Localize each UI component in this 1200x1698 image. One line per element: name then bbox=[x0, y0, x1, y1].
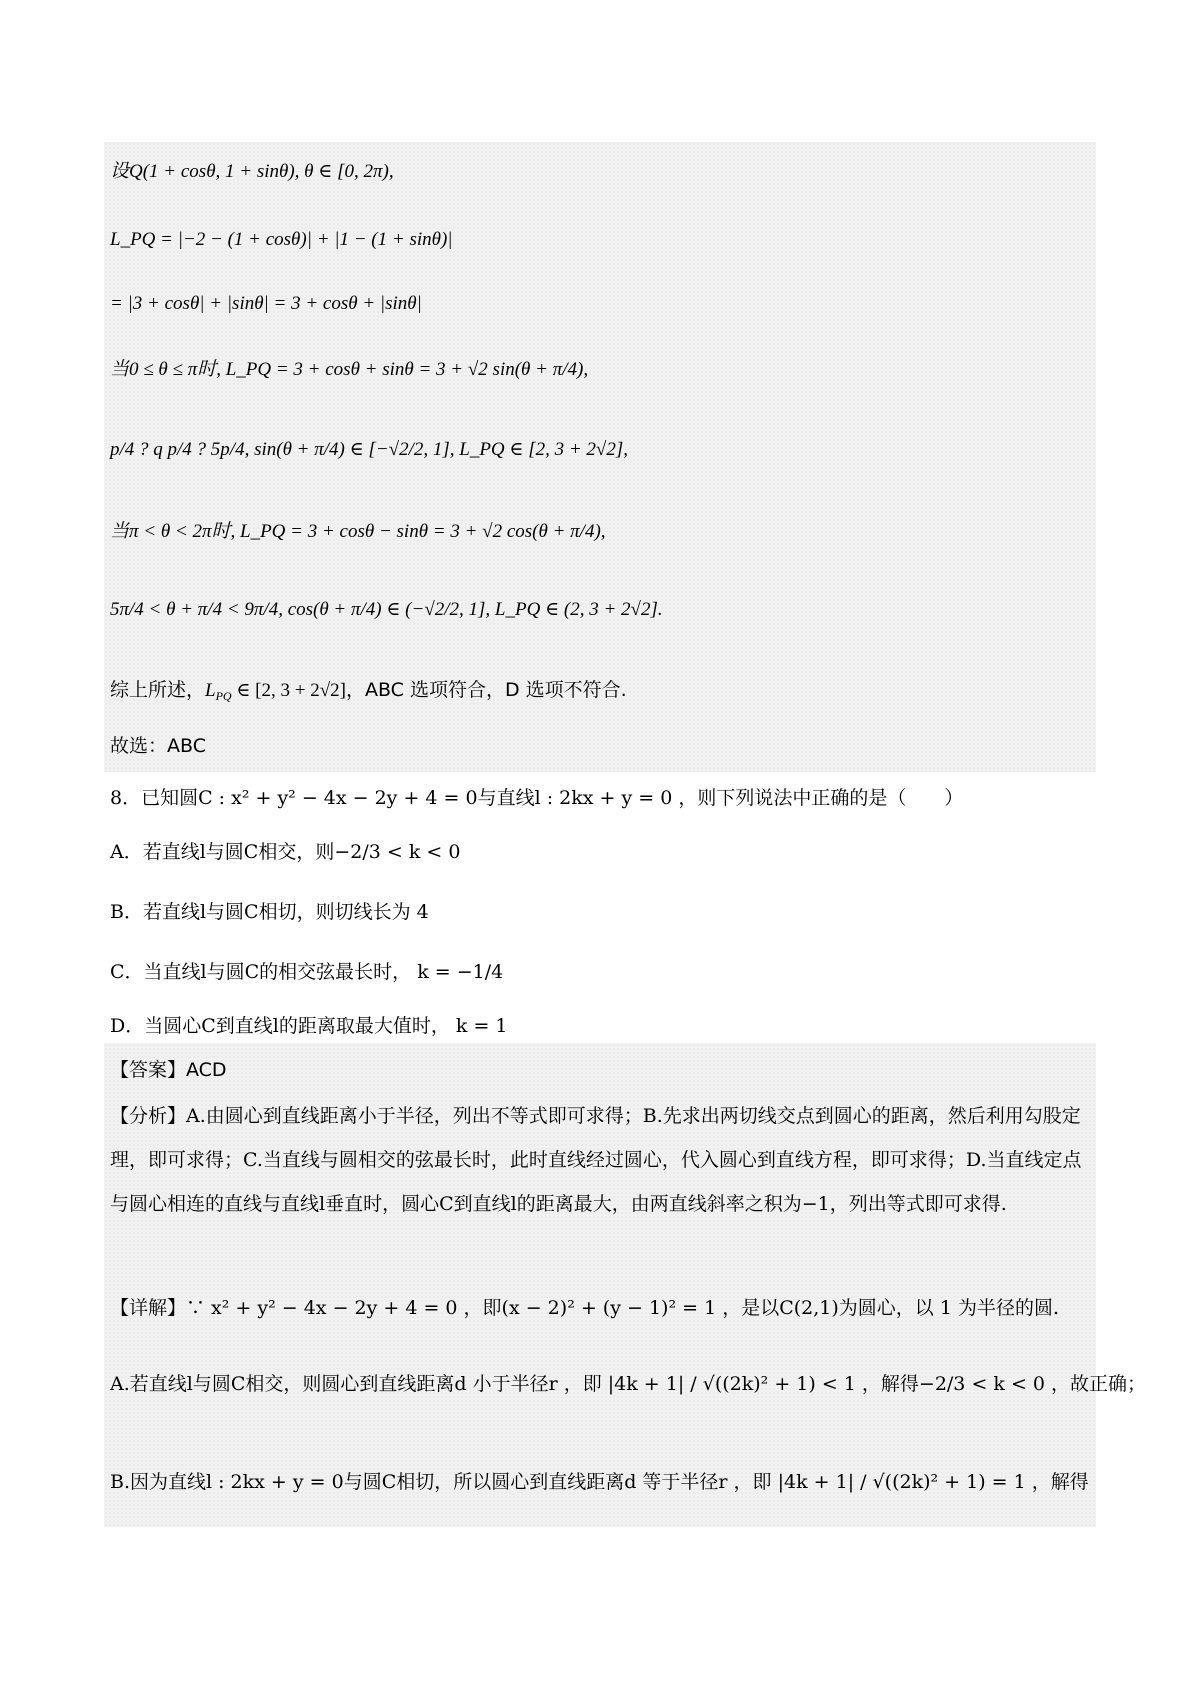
question-stem: 8．已知圆C : x² + y² − 4x − 2y + 4 = 0与直线l : 2kx + y = 0 ，则下列说法中正确的是（ ） bbox=[110, 787, 964, 809]
solution-line-7: 5π/4 < θ + π/4 < 9π/4, cos(θ + π/4) ∈ (−√2/2, 1], L_PQ ∈ (2, 3 + 2√2]. bbox=[110, 599, 663, 620]
solution-choice: 故选：ABC bbox=[110, 735, 206, 757]
solution-line-2: L_PQ = |−2 − (1 + cosθ)| + |1 − (1 + sinθ)| bbox=[110, 229, 453, 250]
solution-line-5: p/4 ? q p/4 ? 5p/4, sin(θ + π/4) ∈ [−√2/2, 1], L_PQ ∈ [2, 3 + 2√2], bbox=[110, 439, 628, 460]
solution-line-4: 当0 ≤ θ ≤ π时, L_PQ = 3 + cosθ + sinθ = 3 + √2 sin(θ + π/4), bbox=[110, 359, 589, 380]
answer-detail-b: B.因为直线l : 2kx + y = 0与圆C相切，所以圆心到直线距离d 等于半径r ，即 |4k + 1| / √((2k)² + 1) = 1 ，解得 bbox=[110, 1471, 1089, 1493]
answer-analysis: 【分析】A.由圆心到直线距离小于半径，列出不等式即可求得；B.先求出两切线交点到圆心的距离，然后利用勾股定理，即可求得；C.当直线与圆相交的弦最长时，此时直线经过圆心，代入圆心到直线方程，即可求得；D.当直线定点与圆心相连的直线与直线l垂直时，圆心C到直线l的距离最大，由两直线斜率之积为−1，列出等式即可求得. bbox=[110, 1105, 1082, 1215]
summary-formula: $L_{PQ}$ ∈ [2, 3 + 2√2] bbox=[205, 680, 346, 703]
answer-line: 【答案】ACD bbox=[110, 1059, 227, 1081]
solution-line-6: 当π < θ < 2π时, L_PQ = 3 + cosθ − sinθ = 3 + √2 cos(θ + π/4), bbox=[110, 521, 606, 542]
summary-suffix: ，ABC 选项符合，D 选项不符合. bbox=[345, 679, 627, 701]
solution-line-1: 设Q(1 + cosθ, 1 + sinθ), θ ∈ [0, 2π), bbox=[110, 161, 394, 182]
solution-line-3: = |3 + cosθ| + |sinθ| = 3 + cosθ + |sinθ| bbox=[110, 293, 422, 314]
question-option-c: C．当直线l与圆C的相交弦最长时， k = −1/4 bbox=[110, 961, 504, 983]
question-option-a: A．若直线l与圆C相交，则−2/3 < k < 0 bbox=[110, 841, 461, 863]
question-option-d: D．当圆心C到直线l的距离取最大值时， k = 1 bbox=[110, 1015, 508, 1037]
summary-prefix: 综上所述， bbox=[110, 679, 206, 701]
question-option-b: B．若直线l与圆C相切，则切线长为 4 bbox=[110, 901, 429, 923]
solution-summary bbox=[110, 676, 1100, 710]
answer-detail-a: A.若直线l与圆C相交，则圆心到直线距离d 小于半径r ，即 |4k + 1| / √((2k)² + 1) < 1 ，解得−2/3 < k < 0 ，故正确； bbox=[110, 1373, 1147, 1395]
answer-detail: 【详解】∵ x² + y² − 4x − 2y + 4 = 0 ，即(x − 2)² + (y − 1)² = 1 ，是以C(2,1)为圆心，以 1 为半径的圆. bbox=[110, 1297, 1059, 1319]
